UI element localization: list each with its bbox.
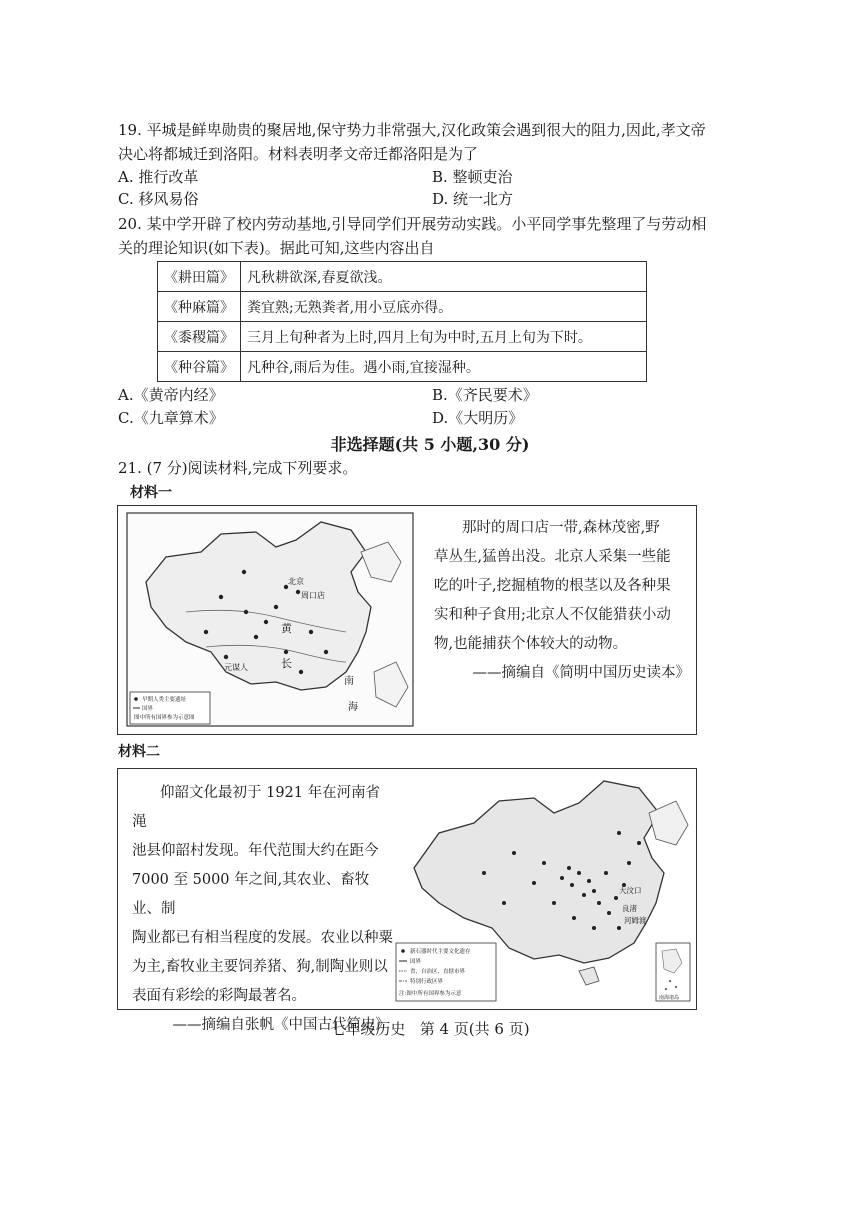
text-line: 7000 至 5000 年之间,其农业、畜牧业、制 (132, 872, 370, 917)
q19-line2: 决心将都城迁到洛阳。材料表明孝文帝迁都洛阳是为了 (118, 145, 479, 163)
table-cell-content: 粪宜熟;无熟粪者,用小豆底亦得。 (241, 292, 647, 322)
q20-line1: 20. 某中学开辟了校内劳动基地,引导同学们开展劳动实践。小平同学事先整理了与劳动相 (118, 215, 707, 233)
legend-item: 特别行政区界 (410, 979, 444, 985)
material-one-label: 材料一 (130, 485, 172, 501)
table-cell-content: 凡秋耕欲深,春夏欲浅。 (241, 262, 647, 292)
table-row (158, 262, 647, 292)
material-two-text (132, 779, 394, 1040)
table-row (158, 292, 647, 322)
table-cell-title: 《种谷篇》 (158, 352, 241, 382)
china-map-early-humans (126, 512, 414, 727)
legend-item: 早期人类主要遗址 (142, 697, 187, 703)
section-title: 非选择题(共 5 小题,30 分) (330, 435, 530, 454)
south-sea-inset (656, 943, 690, 1001)
page-footer: 七年级历史 第 4 页(共 6 页) (330, 1020, 530, 1038)
text-line: 物,也能捕获个体较大的动物。 (434, 636, 628, 652)
q20-line2: 关的理论知识(如下表)。据此可知,这些内容出自 (118, 239, 435, 257)
map-one-legend (130, 692, 210, 724)
q19-line1: 19. 平城是鲜卑勋贵的聚居地,保守势力非常强大,汉化政策会遇到很大的阻力,因此,孝文帝 (118, 121, 706, 139)
q20-option-d: D.《大明历》 (432, 409, 524, 427)
q19-option-d: D. 统一北方 (432, 190, 514, 208)
map-label-zhoukoudian: 周口店 (301, 591, 325, 600)
text-line: 那时的周口店一带,森林茂密,野 (462, 520, 660, 536)
map-label-nan: 南 (344, 676, 354, 687)
q19-option-a: A. 推行改革 (118, 168, 199, 186)
legend-item: 新石器时代主要文化遗存 (410, 949, 471, 955)
q20-source-table (157, 261, 647, 382)
legend-item: 省、自治区、直辖市界 (410, 969, 466, 975)
material-one-source: ——摘编自《简明中国历史读本》 (472, 665, 690, 681)
map-label-hai: 海 (348, 702, 358, 713)
q19-option-c: C. 移风易俗 (118, 190, 199, 208)
material-one-text (434, 514, 690, 688)
text-line: 池县仰韶村发现。年代范围大约在距今 (132, 843, 379, 859)
legend-item: 国界 (410, 959, 422, 965)
q20-option-a: A.《黄帝内经》 (118, 386, 224, 404)
map-label-yuanmou: 元谋人 (224, 663, 248, 672)
legend-item: 图中所有国界参为示意图 (134, 715, 195, 721)
map-label-beijing: 北京 (288, 577, 304, 586)
material-two-source: ——摘编自张帆《中国古代简史》 (172, 1017, 390, 1033)
map-label-huang: 黄 (281, 622, 292, 635)
text-line: 陶业都已有相当程度的发展。农业以种粟 (132, 930, 393, 946)
map-label-hemudu: 河姆渡 (624, 916, 647, 925)
material-two-label: 材料二 (118, 744, 160, 760)
material-one-box (117, 505, 697, 735)
map-two-legend (396, 943, 496, 1001)
table-cell-content: 凡种谷,雨后为佳。遇小雨,宜接湿种。 (241, 352, 647, 382)
map-label-dawenkou: 大汶口 (619, 886, 642, 895)
text-line: 为主,畜牧业主要饲养猪、狗,制陶业则以 (132, 959, 388, 975)
text-line: 吃的叶子,挖掘植物的根茎以及各种果 (434, 578, 671, 594)
table-cell-title: 《黍稷篇》 (158, 322, 241, 352)
q20-option-c: C.《九章算术》 (118, 409, 224, 427)
table-row (158, 352, 647, 382)
legend-item: 国界 (142, 706, 154, 712)
text-line: 仰韶文化最初于 1921 年在河南省渑 (132, 785, 381, 830)
table-cell-title: 《耕田篇》 (158, 262, 241, 292)
text-line: 表面有彩绘的彩陶最著名。 (132, 988, 306, 1004)
china-map-neolithic (394, 773, 692, 1005)
q20-option-b: B.《齐民要术》 (432, 386, 538, 404)
table-cell-content: 三月上旬种者为上时,四月上旬为中时,五月上旬为下时。 (241, 322, 647, 352)
map-label-chang: 长 (281, 657, 292, 670)
inset-label: 南海诸岛 (659, 995, 680, 1001)
q19-option-b: B. 整顿吏治 (432, 168, 513, 186)
table-cell-title: 《种麻篇》 (158, 292, 241, 322)
text-line: 草丛生,猛兽出没。北京人采集一些能 (434, 549, 671, 565)
legend-item: 注:图中所有国界参为示意 (399, 991, 462, 997)
map-label-liangzhu: 良渚 (622, 904, 637, 913)
q21-stem: 21. (7 分)阅读材料,完成下列要求。 (118, 459, 358, 477)
text-line: 实和种子食用;北京人不仅能猎获小动 (434, 607, 671, 623)
table-row (158, 322, 647, 352)
